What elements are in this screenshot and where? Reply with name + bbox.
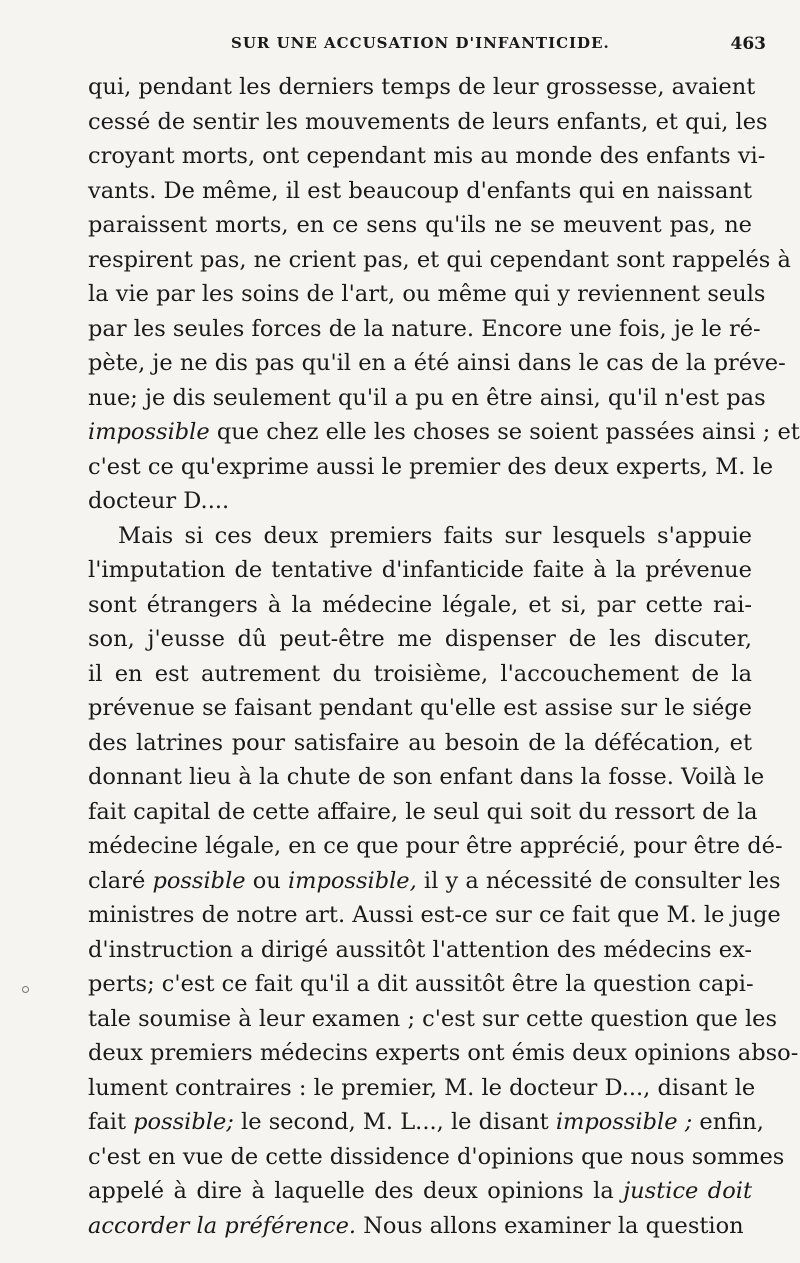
- text-line: nue; je dis seulement qu'il a pu en être ainsi, qu'il n'est pas: [88, 384, 766, 411]
- page-header: [86, 30, 766, 60]
- text-line: c'est ce qu'exprime aussi le premier des deux experts, M. le: [88, 453, 774, 480]
- text-line: deux premiers médecins experts ont émis deux opinions abso-: [88, 1040, 799, 1066]
- text-line: médecine légale, en ce que pour être apprécié, pour être dé-: [88, 833, 783, 859]
- text-line: perts; c'est ce fait qu'il a dit aussitôt être la question capi-: [88, 971, 754, 997]
- text-line: pète, je ne dis pas qu'il en a été ainsi dans le cas de la préve-: [88, 350, 786, 376]
- text-line: cessé de sentir les mouvements de leurs enfants, et qui, les: [88, 108, 768, 135]
- text-line: respirent pas, ne crient pas, et qui cependant sont rappelés à: [88, 246, 791, 273]
- text-line: qui, pendant les derniers temps de leur grossesse, avaient: [88, 74, 756, 100]
- text-line: c'est en vue de cette dissidence d'opinions que nous sommes: [88, 1143, 785, 1170]
- text-line: croyant morts, ont cependant mis au monde des enfants vi-: [88, 143, 766, 169]
- body-text: [88, 70, 800, 1243]
- text-line: fait capital de cette affaire, le seul qui soit du ressort de la: [88, 798, 758, 825]
- italic-text: impossible: [88, 419, 210, 445]
- text-span: que chez elle les choses se soient passées ainsi ; et: [209, 419, 800, 445]
- text-line: la vie par les soins de l'art, ou même qui y reviennent seuls: [88, 281, 766, 307]
- text-line: prévenue se faisant pendant qu'elle est assise sur le siége: [88, 695, 752, 721]
- text-line: [88, 1174, 752, 1209]
- text-line: vants. De même, il est beaucoup d'enfants qui en naissant: [88, 177, 752, 204]
- text-line: des latrines pour satisfaire au besoin de la défécation, et: [88, 729, 752, 756]
- text-line: [88, 415, 800, 450]
- italic-text: possible;: [133, 1109, 234, 1135]
- text-line: Mais si ces deux premiers faits sur lesquels s'appuie: [118, 522, 752, 549]
- text-span: Nous allons examiner la question: [356, 1212, 744, 1239]
- margin-mark-icon: [22, 986, 29, 993]
- text-span: enfin,: [692, 1109, 764, 1135]
- italic-text: accorder la préférence.: [88, 1212, 357, 1239]
- text-span: fait: [88, 1109, 134, 1135]
- italic-text: possible: [152, 867, 246, 894]
- italic-text: justice doit: [623, 1178, 752, 1204]
- text-line: paraissent morts, en ce sens qu'ils ne se meuvent pas, ne: [88, 212, 752, 238]
- page-number: 463: [730, 34, 766, 54]
- text-line: donnant lieu à la chute de son enfant dans la fosse. Voilà le: [88, 764, 765, 790]
- text-span: le second, M. L..., le disant: [233, 1109, 556, 1135]
- text-line: par les seules forces de la nature. Encore une fois, je le ré-: [88, 315, 761, 342]
- text-line: son, j'eusse dû peut-être me dispenser de les discuter,: [88, 626, 752, 652]
- text-line: docteur D....: [88, 488, 230, 514]
- text-span: il y a nécessité de consulter les: [416, 867, 781, 894]
- text-line: [88, 864, 781, 899]
- text-line: ministres de notre art. Aussi est-ce sur ce fait que M. le juge: [88, 902, 781, 928]
- text-line: il en est autrement du troisième, l'accouchement de la: [88, 660, 752, 687]
- text-line: [88, 1105, 764, 1140]
- text-line: l'imputation de tentative d'infanticide faite à la prévenue: [88, 557, 752, 583]
- text-line: lument contraires : le premier, M. le docteur D..., disant le: [88, 1074, 756, 1101]
- text-span: appelé à dire à laquelle des deux opinions la: [88, 1178, 624, 1204]
- text-line: sont étrangers à la médecine légale, et si, par cette rai-: [88, 591, 752, 618]
- text-line: tale soumise à leur examen ; c'est sur cette question que les: [88, 1005, 778, 1032]
- italic-text: impossible ;: [555, 1109, 693, 1135]
- italic-text: impossible,: [287, 867, 417, 894]
- text-span: claré: [88, 867, 153, 894]
- text-line: d'instruction a dirigé aussitôt l'attention des médecins ex-: [88, 936, 752, 963]
- text-span: ou: [245, 867, 288, 894]
- text-line: [88, 1209, 752, 1244]
- running-title: SUR UNE ACCUSATION D'INFANTICIDE.: [231, 34, 610, 52]
